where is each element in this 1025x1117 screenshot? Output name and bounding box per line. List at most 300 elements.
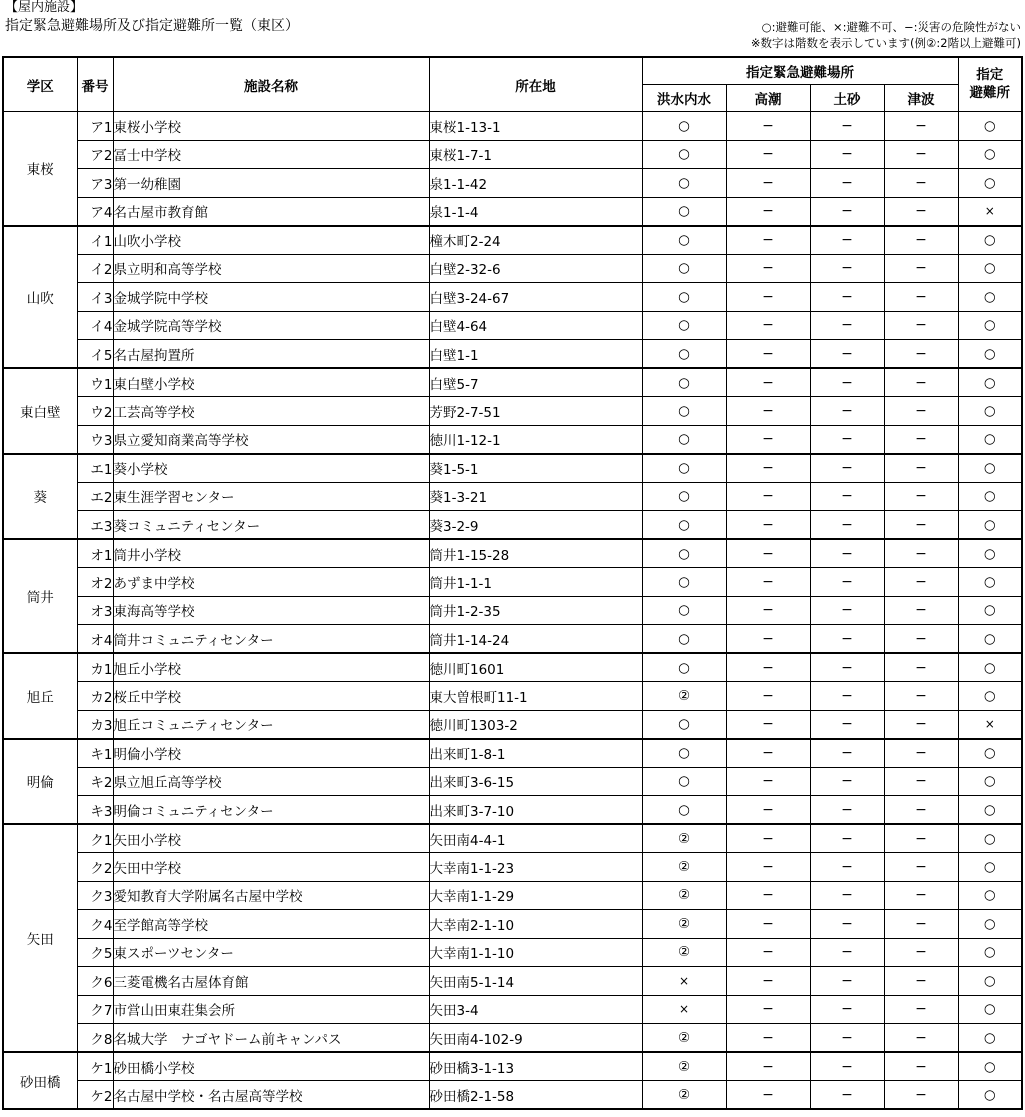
address-cell: 芳野2-7-51 bbox=[429, 397, 642, 426]
number-cell: ク3 bbox=[77, 881, 113, 910]
storm-surge-cell: − bbox=[726, 682, 810, 711]
shelter-cell: × bbox=[958, 197, 1022, 226]
tsunami-cell: − bbox=[884, 568, 958, 597]
facility-name-cell: 工芸高等学校 bbox=[113, 397, 429, 426]
storm-surge-cell: − bbox=[726, 340, 810, 369]
landslide-cell: − bbox=[810, 824, 884, 853]
tsunami-cell: − bbox=[884, 254, 958, 283]
facility-name-cell: 第一幼稚園 bbox=[113, 169, 429, 198]
flood-cell: ○ bbox=[642, 397, 726, 426]
district-cell: 東桜 bbox=[3, 112, 77, 226]
flood-cell: ○ bbox=[642, 283, 726, 312]
storm-surge-cell: − bbox=[726, 881, 810, 910]
shelter-cell: ○ bbox=[958, 226, 1022, 255]
flood-cell: ○ bbox=[642, 368, 726, 397]
table-row bbox=[3, 482, 1022, 511]
flood-cell: ○ bbox=[642, 511, 726, 540]
table-row bbox=[3, 596, 1022, 625]
tsunami-cell: − bbox=[884, 169, 958, 198]
storm-surge-cell: − bbox=[726, 625, 810, 654]
shelter-cell: ○ bbox=[958, 824, 1022, 853]
header-tsunami: 津波 bbox=[884, 85, 958, 112]
flood-cell: ○ bbox=[642, 197, 726, 226]
tsunami-cell: − bbox=[884, 482, 958, 511]
flood-cell: ② bbox=[642, 1081, 726, 1110]
table-row bbox=[3, 967, 1022, 996]
landslide-cell: − bbox=[810, 197, 884, 226]
landslide-cell: − bbox=[810, 596, 884, 625]
address-cell: 大幸南1-1-23 bbox=[429, 853, 642, 882]
storm-surge-cell: − bbox=[726, 397, 810, 426]
landslide-cell: − bbox=[810, 254, 884, 283]
landslide-cell: − bbox=[810, 682, 884, 711]
facility-name-cell: 明倫小学校 bbox=[113, 739, 429, 768]
facility-name-cell: 筒井小学校 bbox=[113, 539, 429, 568]
number-cell: オ4 bbox=[77, 625, 113, 654]
number-cell: イ4 bbox=[77, 311, 113, 340]
address-cell: 筒井1-14-24 bbox=[429, 625, 642, 654]
address-cell: 泉1-1-4 bbox=[429, 197, 642, 226]
facility-name-cell: 桜丘中学校 bbox=[113, 682, 429, 711]
landslide-cell: − bbox=[810, 853, 884, 882]
facility-name-cell: 名古屋中学校・名古屋高等学校 bbox=[113, 1081, 429, 1110]
landslide-cell: − bbox=[810, 368, 884, 397]
header-emergency-evacuation-site: 指定緊急避難場所 bbox=[642, 57, 958, 85]
address-cell: 東桜1-13-1 bbox=[429, 112, 642, 141]
facility-name-cell: あずま中学校 bbox=[113, 568, 429, 597]
shelter-cell: ○ bbox=[958, 1052, 1022, 1081]
table-body bbox=[3, 112, 1022, 1110]
shelter-cell: ○ bbox=[958, 511, 1022, 540]
shelter-cell: ○ bbox=[958, 910, 1022, 939]
storm-surge-cell: − bbox=[726, 853, 810, 882]
tsunami-cell: − bbox=[884, 340, 958, 369]
landslide-cell: − bbox=[810, 283, 884, 312]
number-cell: キ1 bbox=[77, 739, 113, 768]
landslide-cell: − bbox=[810, 910, 884, 939]
facility-name-cell: 県立旭丘高等学校 bbox=[113, 767, 429, 796]
shelter-cell: ○ bbox=[958, 881, 1022, 910]
tsunami-cell: − bbox=[884, 226, 958, 255]
number-cell: ク7 bbox=[77, 995, 113, 1024]
table-row bbox=[3, 625, 1022, 654]
flood-cell: × bbox=[642, 995, 726, 1024]
address-cell: 出来町1-8-1 bbox=[429, 739, 642, 768]
storm-surge-cell: − bbox=[726, 511, 810, 540]
shelter-cell: ○ bbox=[958, 625, 1022, 654]
district-cell: 矢田 bbox=[3, 824, 77, 1052]
shelter-cell: ○ bbox=[958, 568, 1022, 597]
landslide-cell: − bbox=[810, 397, 884, 426]
table-row bbox=[3, 1081, 1022, 1110]
facility-name-cell: 砂田橋小学校 bbox=[113, 1052, 429, 1081]
address-cell: 徳川町1601 bbox=[429, 653, 642, 682]
address-cell: 出来町3-7-10 bbox=[429, 796, 642, 825]
number-cell: キ3 bbox=[77, 796, 113, 825]
shelter-cell: ○ bbox=[958, 112, 1022, 141]
flood-cell: ○ bbox=[642, 112, 726, 141]
header-district: 学区 bbox=[3, 57, 77, 112]
number-cell: ク4 bbox=[77, 910, 113, 939]
table-row bbox=[3, 796, 1022, 825]
table-row bbox=[3, 169, 1022, 198]
table-row bbox=[3, 226, 1022, 255]
number-cell: イ2 bbox=[77, 254, 113, 283]
shelter-cell: ○ bbox=[958, 482, 1022, 511]
table-row bbox=[3, 283, 1022, 312]
flood-cell: ② bbox=[642, 1052, 726, 1081]
address-cell: 矢田南4-102-9 bbox=[429, 1024, 642, 1053]
header-designated-line2: 避難所 bbox=[969, 84, 1010, 101]
header-flood: 洪水内水 bbox=[642, 85, 726, 112]
table-row bbox=[3, 710, 1022, 739]
tsunami-cell: − bbox=[884, 853, 958, 882]
flood-cell: ○ bbox=[642, 653, 726, 682]
table-row bbox=[3, 311, 1022, 340]
tsunami-cell: − bbox=[884, 140, 958, 169]
facility-name-cell: 冨士中学校 bbox=[113, 140, 429, 169]
number-cell: オ3 bbox=[77, 596, 113, 625]
tsunami-cell: − bbox=[884, 1024, 958, 1053]
flood-cell: ② bbox=[642, 1024, 726, 1053]
facility-name-cell: 名城大学 ナゴヤドーム前キャンパス bbox=[113, 1024, 429, 1053]
header-address: 所在地 bbox=[429, 57, 642, 112]
table-row bbox=[3, 568, 1022, 597]
shelter-cell: ○ bbox=[958, 311, 1022, 340]
district-cell: 東白壁 bbox=[3, 368, 77, 454]
tsunami-cell: − bbox=[884, 967, 958, 996]
table-row bbox=[3, 254, 1022, 283]
flood-cell: ○ bbox=[642, 425, 726, 454]
address-cell: 白壁4-64 bbox=[429, 311, 642, 340]
landslide-cell: − bbox=[810, 140, 884, 169]
shelter-cell: ○ bbox=[958, 767, 1022, 796]
facility-name-cell: 東スポーツセンター bbox=[113, 938, 429, 967]
tsunami-cell: − bbox=[884, 368, 958, 397]
district-cell: 明倫 bbox=[3, 739, 77, 825]
tsunami-cell: − bbox=[884, 539, 958, 568]
tsunami-cell: − bbox=[884, 625, 958, 654]
landslide-cell: − bbox=[810, 796, 884, 825]
flood-cell: ○ bbox=[642, 311, 726, 340]
shelter-cell: ○ bbox=[958, 283, 1022, 312]
flood-cell: × bbox=[642, 967, 726, 996]
tsunami-cell: − bbox=[884, 710, 958, 739]
tsunami-cell: − bbox=[884, 425, 958, 454]
number-cell: ア2 bbox=[77, 140, 113, 169]
storm-surge-cell: − bbox=[726, 283, 810, 312]
flood-cell: ② bbox=[642, 881, 726, 910]
tsunami-cell: − bbox=[884, 283, 958, 312]
landslide-cell: − bbox=[810, 568, 884, 597]
number-cell: イ5 bbox=[77, 340, 113, 369]
table-row bbox=[3, 368, 1022, 397]
tsunami-cell: − bbox=[884, 1081, 958, 1110]
number-cell: ア4 bbox=[77, 197, 113, 226]
page-title: 指定緊急避難場所及び指定避難所一覧（東区） bbox=[5, 18, 299, 34]
address-cell: 筒井1-2-35 bbox=[429, 596, 642, 625]
district-cell: 旭丘 bbox=[3, 653, 77, 739]
flood-cell: ② bbox=[642, 910, 726, 939]
number-cell: ア3 bbox=[77, 169, 113, 198]
tsunami-cell: − bbox=[884, 511, 958, 540]
landslide-cell: − bbox=[810, 454, 884, 483]
shelter-cell: × bbox=[958, 710, 1022, 739]
facility-name-cell: 三菱電機名古屋体育館 bbox=[113, 967, 429, 996]
facility-name-cell: 葵小学校 bbox=[113, 454, 429, 483]
landslide-cell: − bbox=[810, 425, 884, 454]
address-cell: 大幸南1-1-29 bbox=[429, 881, 642, 910]
tsunami-cell: − bbox=[884, 910, 958, 939]
table-row bbox=[3, 511, 1022, 540]
storm-surge-cell: − bbox=[726, 140, 810, 169]
table-row bbox=[3, 653, 1022, 682]
landslide-cell: − bbox=[810, 169, 884, 198]
number-cell: ウ3 bbox=[77, 425, 113, 454]
facility-name-cell: 明倫コミュニティセンター bbox=[113, 796, 429, 825]
storm-surge-cell: − bbox=[726, 197, 810, 226]
header-number: 番号 bbox=[77, 57, 113, 112]
tsunami-cell: − bbox=[884, 739, 958, 768]
landslide-cell: − bbox=[810, 739, 884, 768]
facility-table bbox=[2, 56, 1023, 1110]
shelter-cell: ○ bbox=[958, 682, 1022, 711]
shelter-cell: ○ bbox=[958, 967, 1022, 996]
number-cell: カ2 bbox=[77, 682, 113, 711]
district-cell: 葵 bbox=[3, 454, 77, 540]
storm-surge-cell: − bbox=[726, 112, 810, 141]
address-cell: 葵3-2-9 bbox=[429, 511, 642, 540]
shelter-cell: ○ bbox=[958, 853, 1022, 882]
flood-cell: ② bbox=[642, 938, 726, 967]
table-row bbox=[3, 739, 1022, 768]
tsunami-cell: − bbox=[884, 796, 958, 825]
facility-name-cell: 県立明和高等学校 bbox=[113, 254, 429, 283]
shelter-cell: ○ bbox=[958, 739, 1022, 768]
facility-name-cell: 葵コミュニティセンター bbox=[113, 511, 429, 540]
shelter-cell: ○ bbox=[958, 938, 1022, 967]
storm-surge-cell: − bbox=[726, 767, 810, 796]
number-cell: イ3 bbox=[77, 283, 113, 312]
flood-cell: ○ bbox=[642, 482, 726, 511]
flood-cell: ② bbox=[642, 824, 726, 853]
table-row bbox=[3, 397, 1022, 426]
number-cell: ア1 bbox=[77, 112, 113, 141]
address-cell: 大幸南1-1-10 bbox=[429, 938, 642, 967]
landslide-cell: − bbox=[810, 710, 884, 739]
landslide-cell: − bbox=[810, 767, 884, 796]
flood-cell: ○ bbox=[642, 739, 726, 768]
shelter-cell: ○ bbox=[958, 397, 1022, 426]
table-row bbox=[3, 938, 1022, 967]
facility-name-cell: 旭丘コミュニティセンター bbox=[113, 710, 429, 739]
number-cell: ク8 bbox=[77, 1024, 113, 1053]
shelter-cell: ○ bbox=[958, 254, 1022, 283]
number-cell: イ1 bbox=[77, 226, 113, 255]
landslide-cell: − bbox=[810, 1052, 884, 1081]
address-cell: 葵1-5-1 bbox=[429, 454, 642, 483]
flood-cell: ② bbox=[642, 682, 726, 711]
facility-name-cell: 金城学院高等学校 bbox=[113, 311, 429, 340]
tsunami-cell: − bbox=[884, 596, 958, 625]
address-cell: 矢田3-4 bbox=[429, 995, 642, 1024]
number-cell: カ3 bbox=[77, 710, 113, 739]
storm-surge-cell: − bbox=[726, 368, 810, 397]
storm-surge-cell: − bbox=[726, 454, 810, 483]
address-cell: 白壁2-32-6 bbox=[429, 254, 642, 283]
header-storm-surge: 高潮 bbox=[726, 85, 810, 112]
shelter-cell: ○ bbox=[958, 1081, 1022, 1110]
table-row bbox=[3, 197, 1022, 226]
storm-surge-cell: − bbox=[726, 824, 810, 853]
flood-cell: ○ bbox=[642, 568, 726, 597]
number-cell: ウ1 bbox=[77, 368, 113, 397]
facility-name-cell: 旭丘小学校 bbox=[113, 653, 429, 682]
storm-surge-cell: − bbox=[726, 796, 810, 825]
shelter-cell: ○ bbox=[958, 1024, 1022, 1053]
number-cell: キ2 bbox=[77, 767, 113, 796]
landslide-cell: − bbox=[810, 938, 884, 967]
tsunami-cell: − bbox=[884, 311, 958, 340]
legend-text: ○:避難可能、×:避難不可、−:災害の危険性がない bbox=[761, 20, 1021, 34]
landslide-cell: − bbox=[810, 511, 884, 540]
storm-surge-cell: − bbox=[726, 1081, 810, 1110]
table-row bbox=[3, 682, 1022, 711]
shelter-cell: ○ bbox=[958, 995, 1022, 1024]
tsunami-cell: − bbox=[884, 767, 958, 796]
address-cell: 白壁3-24-67 bbox=[429, 283, 642, 312]
tsunami-cell: − bbox=[884, 454, 958, 483]
tsunami-cell: − bbox=[884, 938, 958, 967]
address-cell: 泉1-1-42 bbox=[429, 169, 642, 198]
shelter-cell: ○ bbox=[958, 539, 1022, 568]
facility-name-cell: 矢田中学校 bbox=[113, 853, 429, 882]
header-facility-name: 施設名称 bbox=[113, 57, 429, 112]
address-cell: 白壁5-7 bbox=[429, 368, 642, 397]
storm-surge-cell: − bbox=[726, 482, 810, 511]
address-cell: 矢田南5-1-14 bbox=[429, 967, 642, 996]
address-cell: 徳川1-12-1 bbox=[429, 425, 642, 454]
landslide-cell: − bbox=[810, 482, 884, 511]
flood-cell: ○ bbox=[642, 340, 726, 369]
address-cell: 葵1-3-21 bbox=[429, 482, 642, 511]
facility-name-cell: 東白壁小学校 bbox=[113, 368, 429, 397]
table-row bbox=[3, 112, 1022, 141]
tsunami-cell: − bbox=[884, 995, 958, 1024]
section-title: 【屋内施設】 bbox=[5, 0, 84, 15]
table-row bbox=[3, 140, 1022, 169]
facility-name-cell: 矢田小学校 bbox=[113, 824, 429, 853]
facility-name-cell: 名古屋市教育館 bbox=[113, 197, 429, 226]
flood-cell: ○ bbox=[642, 596, 726, 625]
district-cell: 筒井 bbox=[3, 539, 77, 653]
shelter-cell: ○ bbox=[958, 425, 1022, 454]
number-cell: オ2 bbox=[77, 568, 113, 597]
address-cell: 砂田橋3-1-13 bbox=[429, 1052, 642, 1081]
number-cell: カ1 bbox=[77, 653, 113, 682]
district-cell: 山吹 bbox=[3, 226, 77, 369]
table-header bbox=[3, 57, 1022, 112]
facility-name-cell: 金城学院中学校 bbox=[113, 283, 429, 312]
facility-name-cell: 東海高等学校 bbox=[113, 596, 429, 625]
storm-surge-cell: − bbox=[726, 710, 810, 739]
storm-surge-cell: − bbox=[726, 169, 810, 198]
tsunami-cell: − bbox=[884, 881, 958, 910]
number-cell: ク2 bbox=[77, 853, 113, 882]
table-row bbox=[3, 340, 1022, 369]
flood-cell: ○ bbox=[642, 767, 726, 796]
address-cell: 砂田橋2-1-58 bbox=[429, 1081, 642, 1110]
number-cell: ケ1 bbox=[77, 1052, 113, 1081]
address-cell: 筒井1-1-1 bbox=[429, 568, 642, 597]
table-row bbox=[3, 539, 1022, 568]
tsunami-cell: − bbox=[884, 197, 958, 226]
landslide-cell: − bbox=[810, 112, 884, 141]
landslide-cell: − bbox=[810, 1024, 884, 1053]
address-cell: 徳川町1303-2 bbox=[429, 710, 642, 739]
storm-surge-cell: − bbox=[726, 995, 810, 1024]
shelter-cell: ○ bbox=[958, 169, 1022, 198]
district-cell: 砂田橋 bbox=[3, 1052, 77, 1109]
shelter-cell: ○ bbox=[958, 653, 1022, 682]
storm-surge-cell: − bbox=[726, 1052, 810, 1081]
facility-name-cell: 至学館高等学校 bbox=[113, 910, 429, 939]
number-cell: ク1 bbox=[77, 824, 113, 853]
table-row bbox=[3, 1052, 1022, 1081]
facility-name-cell: 東桜小学校 bbox=[113, 112, 429, 141]
storm-surge-cell: − bbox=[726, 938, 810, 967]
storm-surge-cell: − bbox=[726, 967, 810, 996]
table-row bbox=[3, 881, 1022, 910]
landslide-cell: − bbox=[810, 539, 884, 568]
number-cell: ケ2 bbox=[77, 1081, 113, 1110]
tsunami-cell: − bbox=[884, 1052, 958, 1081]
storm-surge-cell: − bbox=[726, 254, 810, 283]
landslide-cell: − bbox=[810, 226, 884, 255]
storm-surge-cell: − bbox=[726, 910, 810, 939]
address-cell: 矢田南4-4-1 bbox=[429, 824, 642, 853]
storm-surge-cell: − bbox=[726, 653, 810, 682]
flood-cell: ○ bbox=[642, 226, 726, 255]
facility-name-cell: 名古屋拘置所 bbox=[113, 340, 429, 369]
storm-surge-cell: − bbox=[726, 311, 810, 340]
table-row bbox=[3, 767, 1022, 796]
address-cell: 白壁1-1 bbox=[429, 340, 642, 369]
tsunami-cell: − bbox=[884, 397, 958, 426]
facility-name-cell: 愛知教育大学附属名古屋中学校 bbox=[113, 881, 429, 910]
facility-name-cell: 市営山田東荘集会所 bbox=[113, 995, 429, 1024]
flood-cell: ○ bbox=[642, 454, 726, 483]
flood-cell: ○ bbox=[642, 710, 726, 739]
tsunami-cell: − bbox=[884, 682, 958, 711]
tsunami-cell: − bbox=[884, 112, 958, 141]
table-row bbox=[3, 824, 1022, 853]
address-cell: 東大曽根町11-1 bbox=[429, 682, 642, 711]
table-row bbox=[3, 995, 1022, 1024]
shelter-cell: ○ bbox=[958, 596, 1022, 625]
storm-surge-cell: − bbox=[726, 226, 810, 255]
address-cell: 出来町3-6-15 bbox=[429, 767, 642, 796]
facility-name-cell: 筒井コミュニティセンター bbox=[113, 625, 429, 654]
storm-surge-cell: − bbox=[726, 539, 810, 568]
flood-cell: ○ bbox=[642, 169, 726, 198]
shelter-cell: ○ bbox=[958, 796, 1022, 825]
tsunami-cell: − bbox=[884, 653, 958, 682]
table-row bbox=[3, 425, 1022, 454]
table-row bbox=[3, 853, 1022, 882]
flood-cell: ○ bbox=[642, 254, 726, 283]
flood-cell: ② bbox=[642, 853, 726, 882]
